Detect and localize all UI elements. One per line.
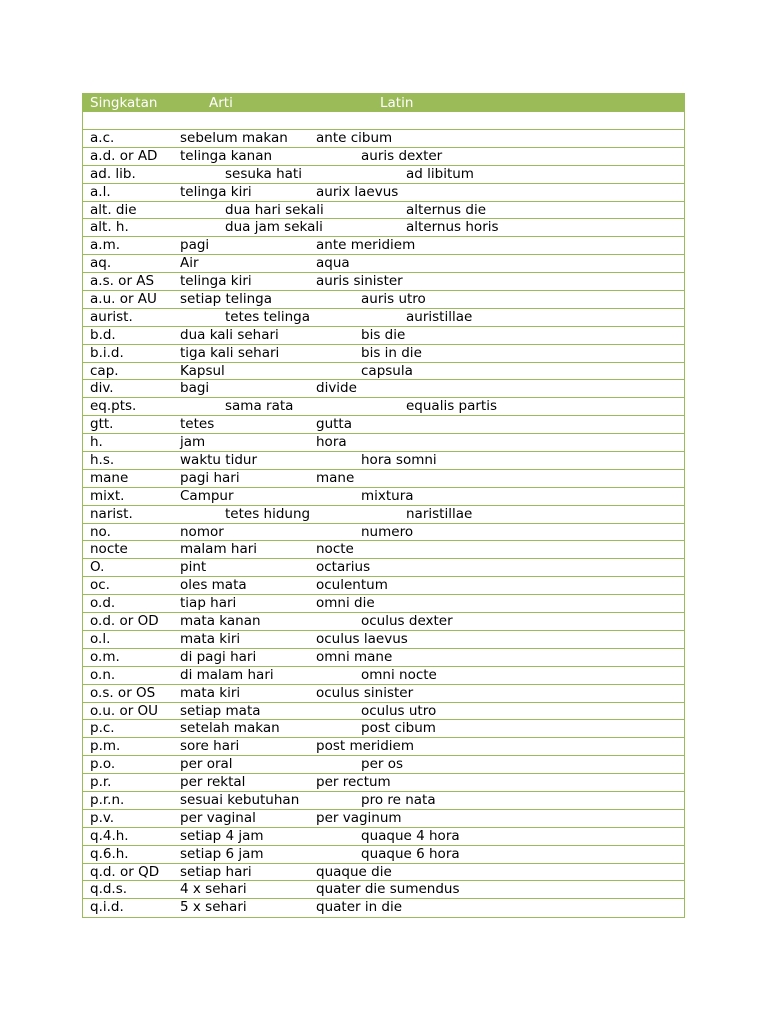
meaning-cell: per vaginal xyxy=(180,809,256,826)
latin-cell: naristillae xyxy=(406,505,473,522)
meaning-cell: nomor xyxy=(180,523,224,540)
table-row xyxy=(83,506,684,524)
abbreviation-cell: alt. h. xyxy=(90,219,129,236)
latin-cell: aqua xyxy=(316,255,350,272)
meaning-cell: sore hari xyxy=(180,738,240,755)
table-row xyxy=(83,792,684,810)
latin-cell: post cibum xyxy=(361,720,436,737)
abbreviation-cell: p.m. xyxy=(90,738,121,755)
table-row xyxy=(83,219,684,237)
latin-cell: quaque 6 hora xyxy=(361,845,460,862)
abbreviation-cell: aurist. xyxy=(90,308,133,325)
abbreviation-cell: h.s. xyxy=(90,452,115,469)
abbreviation-cell: o.u. or OU xyxy=(90,702,159,719)
abbreviation-cell: p.o. xyxy=(90,756,116,773)
table-row xyxy=(83,810,684,828)
abbreviation-cell: q.4.h. xyxy=(90,827,129,844)
meaning-cell: mata kiri xyxy=(180,630,241,647)
latin-cell: oculentum xyxy=(316,577,388,594)
latin-cell: per vaginum xyxy=(316,809,402,826)
meaning-cell: Air xyxy=(180,255,199,272)
latin-cell: capsula xyxy=(361,362,413,379)
meaning-cell: sama rata xyxy=(225,398,294,415)
latin-cell: mixtura xyxy=(361,487,414,504)
meaning-cell: dua hari sekali xyxy=(225,201,324,218)
table-row xyxy=(83,130,684,148)
latin-cell: mane xyxy=(316,469,355,486)
table-row xyxy=(83,327,684,345)
abbreviation-cell: nocte xyxy=(90,541,128,558)
latin-cell: oculus dexter xyxy=(361,613,453,630)
table-row xyxy=(83,864,684,882)
table-header xyxy=(83,94,684,112)
meaning-cell: setiap hari xyxy=(180,863,252,880)
table-row xyxy=(83,559,684,577)
abbreviation-cell: o.n. xyxy=(90,666,116,683)
table-row xyxy=(83,273,684,291)
blank-row xyxy=(83,112,684,130)
table-row xyxy=(83,434,684,452)
latin-cell: aurix laevus xyxy=(316,183,399,200)
abbreviation-cell: a.u. or AU xyxy=(90,291,157,308)
abbreviation-cell: q.i.d. xyxy=(90,899,124,916)
meaning-cell: per rektal xyxy=(180,774,246,791)
abbreviation-cell: narist. xyxy=(90,505,133,522)
abbreviation-cell: alt. die xyxy=(90,201,137,218)
latin-cell: quater die sumendus xyxy=(316,881,460,898)
abbreviation-cell: o.d. xyxy=(90,595,116,612)
table-row xyxy=(83,738,684,756)
table-row xyxy=(83,398,684,416)
meaning-cell: telinga kiri xyxy=(180,273,252,290)
meaning-cell: setiap 4 jam xyxy=(180,827,264,844)
abbreviation-cell: aq. xyxy=(90,255,112,272)
latin-cell: hora somni xyxy=(361,452,437,469)
table-row xyxy=(83,524,684,542)
latin-cell: bis in die xyxy=(361,344,422,361)
abbreviation-cell: mane xyxy=(90,469,129,486)
latin-cell: oculus laevus xyxy=(316,630,408,647)
meaning-cell: tetes hidung xyxy=(225,505,311,522)
latin-cell: quater in die xyxy=(316,899,403,916)
abbreviation-cell: no. xyxy=(90,523,111,540)
meaning-cell: pint xyxy=(180,559,207,576)
table-row xyxy=(83,667,684,685)
table-row xyxy=(83,363,684,381)
header-arti: Arti xyxy=(209,95,233,111)
abbreviation-cell: h. xyxy=(90,434,103,451)
latin-cell: quaque die xyxy=(316,863,392,880)
abbreviation-cell: a.c. xyxy=(90,130,115,146)
latin-cell: alternus die xyxy=(406,201,486,218)
meaning-cell: waktu tidur xyxy=(180,452,257,469)
table-row xyxy=(83,470,684,488)
latin-cell: post meridiem xyxy=(316,738,414,755)
table-row xyxy=(83,631,684,649)
abbreviation-cell: q.d. or QD xyxy=(90,863,160,880)
latin-cell: oculus sinister xyxy=(316,684,414,701)
latin-cell: octarius xyxy=(316,559,371,576)
abbreviation-cell: p.r.n. xyxy=(90,791,125,808)
meaning-cell: 4 x sehari xyxy=(180,881,247,898)
abbreviation-cell: o.s. or OS xyxy=(90,684,156,701)
latin-cell: per rectum xyxy=(316,774,391,791)
latin-cell: hora xyxy=(316,434,347,451)
abbreviation-cell: a.m. xyxy=(90,237,121,254)
table-row xyxy=(83,488,684,506)
meaning-cell: sesuka hati xyxy=(225,165,302,182)
latin-cell: ante cibum xyxy=(316,130,393,146)
latin-cell: divide xyxy=(316,380,357,397)
table-row xyxy=(83,649,684,667)
latin-cell: oculus utro xyxy=(361,702,437,719)
meaning-cell: 5 x sehari xyxy=(180,899,247,916)
table-row xyxy=(83,345,684,363)
abbreviation-cell: o.l. xyxy=(90,630,111,647)
table-row xyxy=(83,881,684,899)
latin-cell: quaque 4 hora xyxy=(361,827,460,844)
table-row xyxy=(83,846,684,864)
abbreviation-cell: b.i.d. xyxy=(90,344,124,361)
abbreviation-cell: o.m. xyxy=(90,648,120,665)
meaning-cell: malam hari xyxy=(180,541,258,558)
latin-cell: omni die xyxy=(316,595,375,612)
table-row xyxy=(83,703,684,721)
latin-cell: per os xyxy=(361,756,404,773)
latin-cell: auris dexter xyxy=(361,147,443,164)
latin-cell: auris utro xyxy=(361,291,426,308)
abbreviation-cell: mixt. xyxy=(90,487,125,504)
meaning-cell: mata kanan xyxy=(180,613,261,630)
abbreviation-cell: oc. xyxy=(90,577,110,594)
meaning-cell: mata kiri xyxy=(180,684,241,701)
table-row xyxy=(83,756,684,774)
table-row xyxy=(83,774,684,792)
abbreviation-cell: div. xyxy=(90,380,114,397)
latin-cell: equalis partis xyxy=(406,398,497,415)
table-row xyxy=(83,202,684,220)
abbreviation-cell: a.d. or AD xyxy=(90,147,158,164)
header-singkatan: Singkatan xyxy=(90,95,158,111)
meaning-cell: telinga kanan xyxy=(180,147,273,164)
latin-cell: bis die xyxy=(361,326,406,343)
latin-cell: ante meridiem xyxy=(316,237,416,254)
table-row xyxy=(83,184,684,202)
latin-cell: numero xyxy=(361,523,414,540)
meaning-cell: tiap hari xyxy=(180,595,237,612)
latin-cell: auris sinister xyxy=(316,273,403,290)
meaning-cell: sebelum makan xyxy=(180,130,288,146)
abbreviation-cell: cap. xyxy=(90,362,119,379)
latin-cell: auristillae xyxy=(406,308,473,325)
abbreviation-cell: p.c. xyxy=(90,720,115,737)
abbreviation-cell: o.d. or OD xyxy=(90,613,159,630)
latin-cell: ad libitum xyxy=(406,165,474,182)
meaning-cell: bagi xyxy=(180,380,210,397)
meaning-cell: dua jam sekali xyxy=(225,219,323,236)
table-row xyxy=(83,291,684,309)
table-row xyxy=(83,720,684,738)
meaning-cell: tetes telinga xyxy=(225,308,311,325)
table-row xyxy=(83,148,684,166)
meaning-cell: di malam hari xyxy=(180,666,274,683)
table-row xyxy=(83,237,684,255)
meaning-cell: Kapsul xyxy=(180,362,225,379)
latin-cell: omni nocte xyxy=(361,666,437,683)
latin-cell: nocte xyxy=(316,541,354,558)
meaning-cell: Campur xyxy=(180,487,234,504)
latin-cell: omni mane xyxy=(316,648,393,665)
table-row xyxy=(83,166,684,184)
table-row xyxy=(83,685,684,703)
meaning-cell: jam xyxy=(180,434,206,451)
meaning-cell: oles mata xyxy=(180,577,247,594)
table-row xyxy=(83,380,684,398)
abbreviation-cell: b.d. xyxy=(90,326,116,343)
meaning-cell: setiap 6 jam xyxy=(180,845,264,862)
latin-cell: alternus horis xyxy=(406,219,499,236)
meaning-cell: setiap telinga xyxy=(180,291,273,308)
table-row xyxy=(83,541,684,559)
abbreviation-cell: p.v. xyxy=(90,809,115,826)
abbreviation-cell: O. xyxy=(90,559,105,576)
meaning-cell: sesuai kebutuhan xyxy=(180,791,300,808)
abbreviation-cell: q.d.s. xyxy=(90,881,128,898)
meaning-cell: tetes xyxy=(180,416,215,433)
meaning-cell: pagi xyxy=(180,237,210,254)
header-latin: Latin xyxy=(380,95,414,111)
table-row xyxy=(83,595,684,613)
abbreviation-cell: a.s. or AS xyxy=(90,273,155,290)
table-row xyxy=(83,577,684,595)
meaning-cell: tiga kali sehari xyxy=(180,344,280,361)
table-row xyxy=(83,828,684,846)
meaning-cell: per oral xyxy=(180,756,233,773)
meaning-cell: setelah makan xyxy=(180,720,280,737)
abbreviation-cell: ad. lib. xyxy=(90,165,136,182)
meaning-cell: setiap mata xyxy=(180,702,261,719)
latin-cell: gutta xyxy=(316,416,352,433)
abbreviation-cell: eq.pts. xyxy=(90,398,137,415)
table-row xyxy=(83,452,684,470)
meaning-cell: dua kali sehari xyxy=(180,326,279,343)
abbreviation-cell: a.l. xyxy=(90,183,111,200)
table-row xyxy=(83,255,684,273)
abbreviation-cell: q.6.h. xyxy=(90,845,129,862)
table-body xyxy=(83,130,684,917)
table-row xyxy=(83,613,684,631)
meaning-cell: pagi hari xyxy=(180,469,240,486)
abbreviation-table xyxy=(82,93,685,918)
table-row xyxy=(83,899,684,917)
meaning-cell: di pagi hari xyxy=(180,648,257,665)
table-row xyxy=(83,309,684,327)
meaning-cell: telinga kiri xyxy=(180,183,252,200)
table-row xyxy=(83,416,684,434)
abbreviation-cell: gtt. xyxy=(90,416,114,433)
latin-cell: pro re nata xyxy=(361,791,436,808)
abbreviation-cell: p.r. xyxy=(90,774,112,791)
